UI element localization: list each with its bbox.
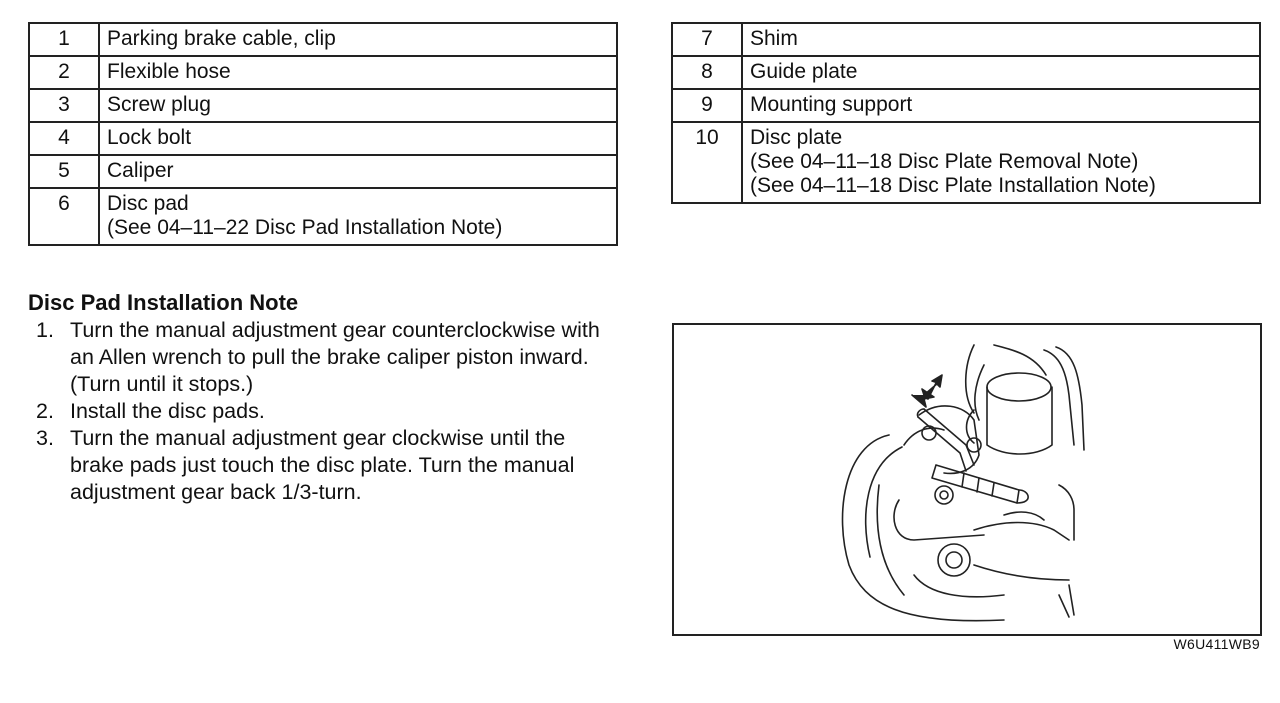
- part-number: 6: [29, 188, 99, 245]
- step-item: [36, 317, 616, 398]
- note-heading: Disc Pad Installation Note: [28, 290, 299, 315]
- part-name: Flexible hose: [107, 60, 231, 83]
- parts-table-left: [28, 22, 618, 246]
- part-description: [99, 122, 617, 155]
- parts-row: [29, 23, 617, 56]
- parts-row: [672, 56, 1260, 89]
- part-name: Screw plug: [107, 93, 211, 116]
- part-name: Disc pad: [107, 192, 189, 215]
- part-description: [742, 122, 1260, 203]
- part-number: 4: [29, 122, 99, 155]
- part-description: [742, 56, 1260, 89]
- part-name: Lock bolt: [107, 126, 192, 149]
- part-description: [99, 155, 617, 188]
- part-number: 5: [29, 155, 99, 188]
- parts-row: [672, 89, 1260, 122]
- part-description: [99, 23, 617, 56]
- part-description: [742, 23, 1260, 56]
- caliper-drawing: [674, 325, 1260, 634]
- installation-steps: [36, 317, 616, 506]
- part-description: [99, 89, 617, 122]
- parts-row: [672, 122, 1260, 203]
- parts-row: [672, 23, 1260, 56]
- step-item: [36, 425, 616, 506]
- part-description: [742, 89, 1260, 122]
- part-number: 1: [29, 23, 99, 56]
- part-name: Guide plate: [750, 60, 858, 83]
- part-number: 10: [672, 122, 742, 203]
- part-description: [99, 188, 617, 245]
- part-number: 3: [29, 89, 99, 122]
- figure-code: W6U411WB9: [1173, 636, 1260, 652]
- step-text: Install the disc pads.: [70, 399, 265, 423]
- part-name: Disc plate: [750, 126, 843, 149]
- part-number: 8: [672, 56, 742, 89]
- step-item: [36, 398, 616, 425]
- step-text: Turn the manual adjustment gear counterclockwise with an Allen wrench to pull the brake caliper piston inward. (Turn until it stops.): [70, 318, 600, 396]
- part-description: [99, 56, 617, 89]
- step-text: Turn the manual adjustment gear clockwise until the brake pads just touch the disc plate. Turn the manual adjustment gear back 1/3-turn.: [70, 426, 575, 504]
- part-number: 2: [29, 56, 99, 89]
- parts-row: [29, 89, 617, 122]
- part-name: Parking brake cable, clip: [107, 27, 336, 50]
- part-number: 7: [672, 23, 742, 56]
- part-name: Mounting support: [750, 93, 913, 116]
- part-reference-note: (See 04–11–22 Disc Pad Installation Note): [107, 216, 503, 239]
- part-reference-note: (See 04–11–18 Disc Plate Installation Note): [750, 174, 1156, 197]
- part-name: Caliper: [107, 159, 174, 182]
- step-number: 2.: [36, 399, 54, 423]
- step-number: 3.: [36, 426, 54, 450]
- step-number: 1.: [36, 318, 54, 342]
- parts-row: [29, 56, 617, 89]
- brake-caliper-illustration: [672, 323, 1262, 636]
- parts-table-right: [671, 22, 1261, 204]
- parts-row: [29, 122, 617, 155]
- part-number: 9: [672, 89, 742, 122]
- part-reference-note: (See 04–11–18 Disc Plate Removal Note): [750, 150, 1139, 173]
- parts-row: [29, 188, 617, 245]
- part-name: Shim: [750, 27, 798, 50]
- parts-row: [29, 155, 617, 188]
